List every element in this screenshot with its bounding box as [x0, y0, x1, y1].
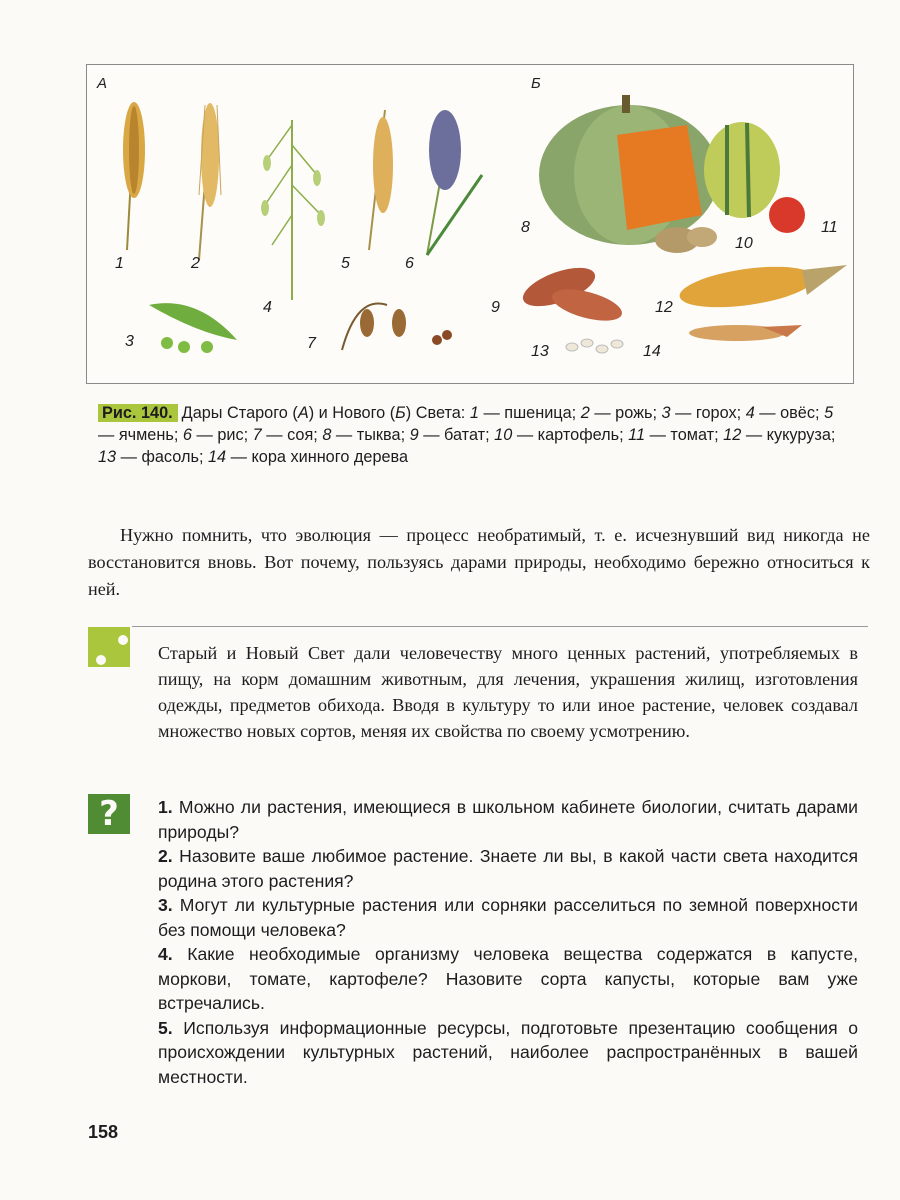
rye-illustration — [199, 103, 221, 260]
figure-number: 4 — [263, 299, 272, 316]
caption-item-number: 2 — [580, 404, 590, 422]
caption-text: ) и Нового ( — [308, 404, 396, 422]
figure-number: 8 — [521, 219, 530, 236]
panel-label-b: Б — [531, 75, 541, 92]
beans-illustration — [566, 339, 623, 353]
question-number: 5. — [158, 1017, 173, 1038]
caption-item-number: 7 — [252, 426, 262, 444]
caption-item-name: соя — [287, 426, 314, 444]
caption-item-name: батат — [444, 426, 486, 444]
figure-number: 6 — [405, 255, 414, 272]
questions-list — [158, 795, 858, 1089]
corn-illustration — [677, 260, 847, 315]
figure-caption — [98, 402, 838, 468]
question-item — [158, 942, 858, 1016]
figure-number: 11 — [821, 219, 838, 236]
question-text: Какие необходимые организму человека вещества содержатся в капусте, моркови, томате, картофеле? Назовите сорта капусты, которые вам уже встречались. — [158, 944, 859, 1013]
figure-label: Рис. 140. — [98, 404, 178, 422]
caption-item-name: пшеница — [504, 404, 572, 422]
question-number: 2. — [158, 846, 173, 866]
plants-illustration — [87, 65, 855, 385]
caption-text: ) Света: — [405, 404, 466, 422]
caption-item-number: 6 — [182, 426, 192, 444]
caption-item-number: 3 — [661, 404, 671, 422]
body-paragraph: Нужно помнить, что эволюция — процесс необратимый, т. е. исчезнувший вид никогда не восстановится вновь. Вот почему, пользуясь дарами природы, необходимо бережно относиться к ней. — [88, 525, 870, 599]
caption-text: Б — [395, 404, 406, 422]
figure-number: 7 — [307, 335, 316, 352]
figure-number: 9 — [491, 299, 500, 316]
caption-item-name: рис — [217, 426, 244, 444]
question-item — [158, 795, 858, 844]
panel-label-a: А — [97, 75, 108, 92]
sweet-potato-illustration — [518, 260, 625, 327]
potato-illustration — [655, 227, 717, 253]
figure-number: 14 — [643, 343, 661, 360]
figure-number: 13 — [531, 343, 549, 360]
barley-illustration — [369, 110, 393, 250]
caption-item-name: горох — [695, 404, 737, 422]
caption-items: 1 — пшеница; 2 — рожь; 3 — горох; 4 — овёс; 5 — ячмень; 6 — рис; 7 — соя; 8 — тыква; 9 — батат; 10 — картофель; 11 — томат; 12 — кукуруза; 13 — фасоль; 14 — кора хинного дерева — [98, 404, 836, 466]
caption-item-number: 12 — [723, 426, 742, 444]
soy-illustration — [342, 303, 452, 350]
caption-item-number: 13 — [98, 448, 117, 466]
caption-item-name: овёс — [780, 404, 815, 422]
caption-item-number: 14 — [208, 448, 227, 466]
summary-divider — [132, 626, 868, 627]
figure-number: 2 — [191, 255, 200, 272]
pumpkin-illustration — [539, 95, 719, 245]
caption-item-name: томат — [670, 426, 715, 444]
summary-icon — [88, 627, 130, 667]
caption-item-number: 9 — [409, 426, 419, 444]
caption-item-name: картофель — [537, 426, 620, 444]
caption-item-number: 8 — [322, 426, 332, 444]
caption-item-number: 1 — [469, 404, 479, 422]
caption-item-number: 10 — [494, 426, 513, 444]
figure-number: 10 — [735, 235, 753, 252]
caption-text: Дары Старого ( — [181, 404, 298, 422]
question-text: Могут ли культурные растения или сорняки расселиться по земной поверхности без помощи человека? — [158, 895, 858, 940]
question-number: 4. — [158, 944, 173, 964]
figure-number: 3 — [125, 333, 134, 350]
figure-number: 12 — [655, 299, 673, 316]
caption-item-number: 11 — [628, 426, 646, 444]
pea-illustration — [149, 303, 237, 353]
caption-item-number: 4 — [745, 404, 755, 422]
caption-item-name: ячмень — [118, 426, 174, 444]
figure-140 — [86, 64, 854, 384]
question-text: Назовите ваше любимое растение. Знаете ли вы, в какой части света находится родина этого растения? — [158, 846, 859, 891]
oat-illustration — [261, 120, 325, 300]
question-number: 1. — [158, 797, 173, 817]
question-item — [158, 893, 858, 942]
summary-text: Старый и Новый Свет дали человечеству много ценных растений, употребляемых в пищу, на корм домашним животным, для лечения, украшения жилищ, изготовления одежды, предметов обихода. Вводя в культуру то или иное растение, человек создавал множество новых сортов, меняя их свойства по своему усмотрению. — [158, 643, 858, 741]
question-mark-glyph: ? — [99, 794, 119, 834]
wheat-illustration — [123, 102, 145, 250]
cinchona-bark-illustration — [689, 325, 802, 341]
caption-text: А — [297, 404, 309, 422]
question-text: Можно ли растения, имеющиеся в школьном кабинете биологии, считать дарами природы? — [158, 797, 858, 842]
caption-item-number: 5 — [824, 404, 834, 422]
figure-number: 1 — [115, 255, 124, 272]
caption-item-name: фасоль — [141, 448, 199, 466]
caption-item-name: рожь — [615, 404, 653, 422]
caption-item-name: кора хинного дерева — [251, 448, 409, 466]
page-number: 158 — [88, 1122, 119, 1142]
rice-illustration — [427, 110, 482, 255]
caption-item-name: тыква — [356, 426, 401, 444]
question-number: 3. — [158, 895, 173, 915]
question-text: Используя информационные ресурсы, подготовьте презентацию сообщения о происхождении культурных растений, наиболее распространённых в вашей местности. — [158, 1017, 858, 1087]
question-item — [158, 1016, 858, 1090]
tomato-illustration — [769, 197, 805, 233]
question-icon — [88, 794, 130, 834]
caption-item-name: кукуруза — [766, 426, 831, 444]
figure-number: 5 — [341, 255, 350, 272]
question-item — [158, 844, 858, 893]
